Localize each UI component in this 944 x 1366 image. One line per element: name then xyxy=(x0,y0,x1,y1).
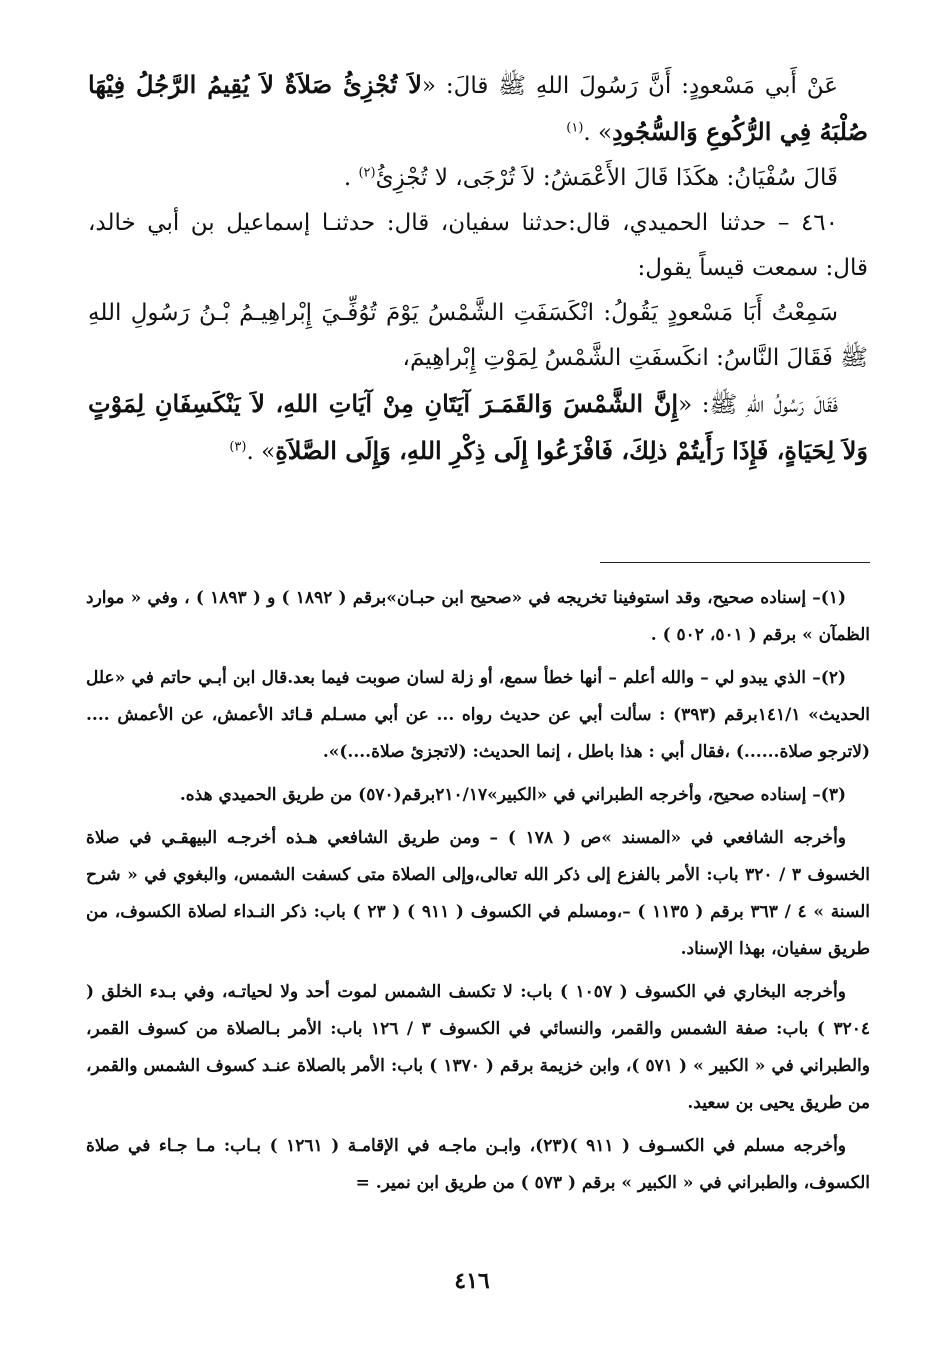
page-number: ٤١٦ xyxy=(454,1268,490,1294)
isnad-paragraph: ٤٦٠ – حدثنا الحميدي، قال:حدثنا سفيان، قال: حدثنـا إسماعيل بن أبي خالد، قال: سمعت قيساً يقول: xyxy=(88,210,868,281)
footnote-3: (٣)– إسناده صحيح، وأخرجه الطبراني في «الكبير»٢١٠/١٧برقم(٥٧٠) من طريق الحميدي هذه. xyxy=(179,785,846,805)
footnote-1: (١)– إسناده صحيح، وقد استوفينا تخريجه في «صحيح ابن حبـان»برقم ( ١٨٩٢ ) و ( ١٨٩٣ ) ، وفي « موارد الظمآن » برقم ( ٥٠١، ٥٠٢ ) . xyxy=(86,588,870,645)
period: . xyxy=(343,165,352,191)
footnote-ref-1: (١) xyxy=(566,120,584,136)
footnote-ref-2: (٢) xyxy=(358,165,376,181)
hadith-paragraph-2 xyxy=(88,381,868,475)
footnote-3-continued-b: وأخرجه البخاري في الكسوف ( ١٠٥٧ ) باب: لا تكسف الشمس لموت أحد ولا لحياتـه، وفي بـدء الخلق ( ٣٢٠٤ ) باب: صفة الشمس والقمر، والنسائي في الكسوف ٣ / ١٢٦ باب: الأمر بـالصلاة من كسوف القمر، والطبراني في « الكبير » ( ٥٧١ )، وابن خزيمة برقم ( ١٣٧٠ ) باب: الأمر بالصلاة عنـد كسوف الشمس والقمر، من طريق يحيى بن سعيد. xyxy=(86,982,870,1113)
closing-quote: » . xyxy=(583,120,613,146)
footnote-3-continued-c: وأخرجه مسلم في الكسـوف ( ٩١١ )(٢٣)، وابـن ماجـه في الإقامـة ( ١٢٦١ ) بـاب: مـا جـاء في صلاة الكسوف، والطبراني في « الكبير » برقم ( ٥٧٣ ) من طريق ابن نمير. = xyxy=(86,1136,870,1193)
narration-paragraph: سَمِعْتُ أَبَا مَسْعودٍ يَقُولُ: انْكَسَفَتِ الشَّمْسُ يَوْمَ تُوُفِّـيَ إِبْراهِيـمُ بْـنُ رَسُولِ اللهِ ﷺ فَقَالَ النَّاسُ: انكَسفَتِ الشَّمْسُ لِمَوْتِ إِبْراهِيمَ، xyxy=(88,300,868,371)
hadith-paragraph-1 xyxy=(88,62,868,156)
narration-intro: عَنْ أَبي مَسْعودٍ: أَنَّ رَسُولَ اللهِ ﷺ قالَ: « xyxy=(421,73,839,99)
narration-intro-2: فَقَالَ رَسُولُ اللهِ ﷺ: « xyxy=(678,392,838,418)
footnotes xyxy=(86,580,870,1208)
sufyan-paragraph xyxy=(88,156,868,201)
closing-quote-2: » . xyxy=(246,439,276,465)
footnote-separator xyxy=(600,562,870,563)
footnote-ref-3: (٣) xyxy=(229,439,247,455)
hadith-text: لاَ تُجْزِئُ صَلاَةٌ لاَ يُقِيمُ الرَّجُلُ فِيْهَا صُلْبَهُ فِي الرُّكُوعِ وَالسُّجُودِ xyxy=(88,70,868,146)
footnote-3-continued-a: وأخرجه الشافعي في «المسند »ص ( ١٧٨ ) – ومن طريق الشافعي هـذه أخرجـه البيهقـي في صلاة الخسوف ٣ / ٣٢٠ باب: الأمر بالفزع إلى ذكر الله تعالى،وإلى الصلاة متى كسفت الشمس، والبغوي في « شرح السنة » ٤ / ٣٦٣ برقم ( ١١٣٥ ) –،ومسلم في الكسوف ( ٩١١ ) ( ٢٣ ) باب: ذكر النـداء لصلاة الكسوف، من طريق سفيان، بهذا الإسناد. xyxy=(86,828,871,959)
sufyan-text: قَالَ سُفْيَانُ: هكَذَا قَالَ الأَعْمَشُ: لاَ تُرْجَى، لا تُجْزِئُ xyxy=(375,165,838,191)
hadith-text-2: إِنَّ الشَّمْسَ وَالقَمَـرَ آيَتَانِ مِنْ آيَاتِ اللهِ، لاَ يَنْكَسِفَانِ لِمَوْتٍ وَلاَ لِحَيَاةٍ، فَإِذَا رَأَيتُمْ ذلِكَ، فَافْزَعُوا إِلَى ذِكْرِ اللهِ، وَإِلَى الصَّلاَةِ xyxy=(88,389,868,465)
main-text xyxy=(88,62,868,475)
footnote-2: (٢)– الذي يبدو لي – والله أعلم – أنها خطأ سمع، أو زلة لسان صوبت فيما بعد.قال ابن أبـي حاتم في «علل الحديث» ١٤١/١برقم (٣٩٣) : سألت أبي عن حديث رواه ... عن أبي مسـلم قـائد الأعمش، عن الأعمش ....(لاترجو صلاة......) ،فقال أبي : هذا باطل ، إنما الحديث: (لاتجزئ صلاة....)». xyxy=(86,668,870,762)
